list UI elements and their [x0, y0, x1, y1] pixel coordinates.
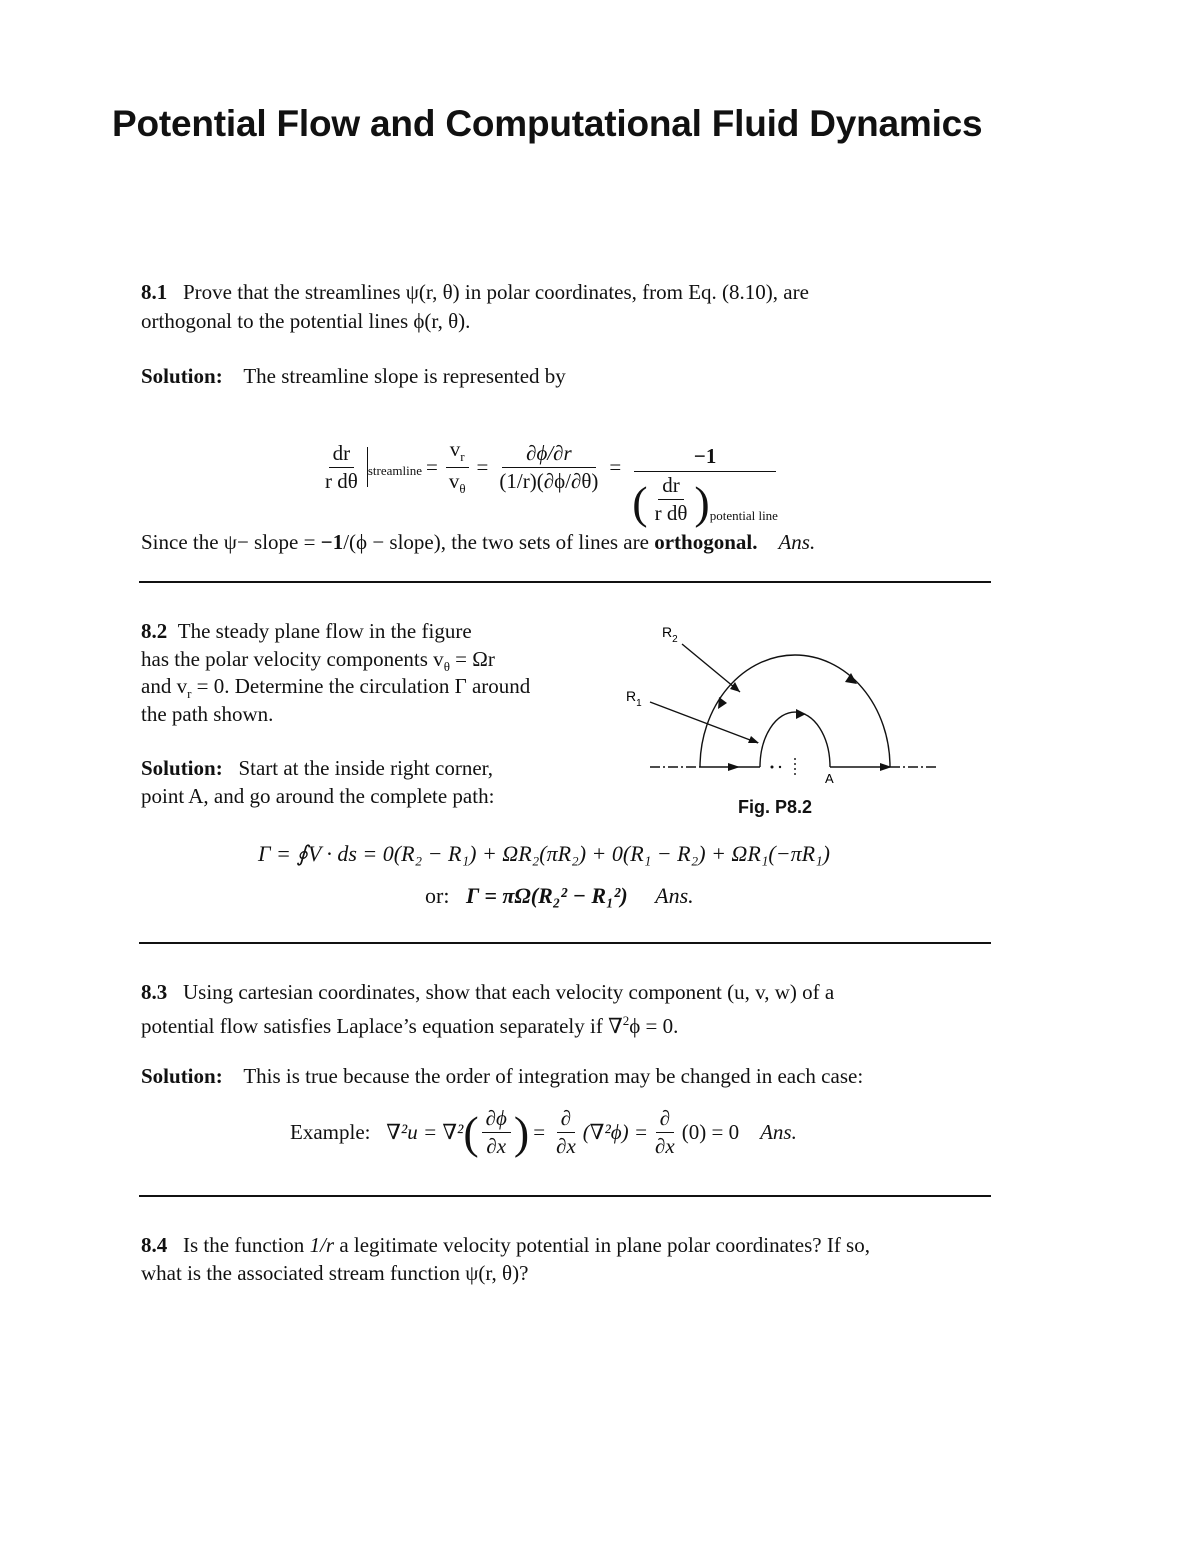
- solution-text: The streamline slope is represented by: [243, 364, 566, 388]
- prompt-line-1: Prove that the streamlines ψ(r, θ) in polar coordinates, from Eq. (8.10), are: [183, 280, 809, 304]
- dot: [779, 766, 781, 768]
- equation-circulation: Γ = ∮V · ds = 0(R₂ − R₁) + ΩR₂(πR₂) + 0(R₁ − R₂) + ΩR₁(−πR₁): [258, 841, 831, 866]
- equation-circulation-result: or: Γ = πΩ(R₂² − R₁²) Ans.: [425, 883, 694, 908]
- divider: [139, 1195, 991, 1197]
- label-r2: $R_2$: [662, 624, 678, 645]
- problem-8-3-prompt-line-2: potential flow satisfies Laplace’s equation separately if ∇$^2$ϕ = 0.: [141, 1013, 679, 1038]
- problem-8-3-solution: Solution: This is true because the order of integration may be changed in each case:: [141, 1064, 864, 1088]
- figure-p8-2: [626, 615, 950, 815]
- page-title: Potential Flow and Computational Fluid Dynamics: [112, 103, 983, 144]
- problem-8-2-solution: Solution: Start at the inside right corner,: [141, 756, 494, 780]
- problem-8-2-line-3: and $v_r = 0$. Determine the circulation Γ around: [141, 674, 531, 702]
- problem-8-2-line-4: the path shown.: [141, 702, 274, 726]
- problem-number: 8.1: [141, 280, 168, 304]
- problem-8-3-prompt: 8.3 Using cartesian coordinates, show that each velocity component (u, v, w) of a: [141, 980, 835, 1004]
- fraction-neg-one: −1 ( $\frac{dr}{\text{r dθ}}$ ) potential line: [632, 444, 778, 528]
- streamline-subscript: streamline: [367, 463, 422, 478]
- arrow-outer-right: [845, 673, 857, 684]
- label-point-a: A: [825, 771, 834, 786]
- outer-arc-r2: [700, 655, 890, 767]
- fraction-dr-rdtheta: $\frac{dr}{\text{r dθ}}$: [325, 440, 358, 493]
- equation-streamline-slope: $\frac{dr}{\text{r dθ}}$ streamline = $\frac{v_r}{v_\theta}$ = $\frac{\partial\phi/\partial r}{(1/r)(\partial\phi/\partial\theta)}$ = −1 ( $\frac{dr}{\text{r dθ}}$ ) potential line: [318, 408, 785, 526]
- leader-r2: [682, 644, 740, 692]
- problem-8-1-conclusion: Since the ψ− slope = −1/(ϕ − slope), the two sets of lines are orthogonal. Ans.: [141, 530, 816, 554]
- divider: [139, 942, 991, 944]
- problem-8-4-prompt-line-2: what is the associated stream function ψ(r, θ)?: [141, 1261, 529, 1285]
- fraction-dphi: $\frac{\partial\phi/\partial r}{(1/r)(\partial\phi/\partial\theta)}$: [499, 440, 599, 493]
- arrow-inner-top: [796, 709, 806, 719]
- fraction-vr-vtheta: $\frac{v_r}{v_\theta}$: [445, 437, 470, 496]
- figure-caption: Fig. P8.2: [738, 797, 813, 817]
- arrow-bottom-left: [728, 763, 740, 771]
- solution-label: Solution:: [141, 364, 223, 388]
- problem-8-2-line-2: has the polar velocity components $v_\theta = \Omega r$: [141, 647, 495, 675]
- problem-8-2-line-1: 8.2 The steady plane flow in the figure: [141, 619, 472, 643]
- problem-8-2-solution-line-2: point A, and go around the complete path:: [141, 784, 495, 808]
- arrow-outer-left: [718, 697, 727, 709]
- label-r1: $R_1$: [626, 688, 642, 709]
- problem-8-4-prompt: 8.4 Is the function 1/r a legitimate velocity potential in plane polar coordinates? If so,: [141, 1233, 870, 1257]
- problem-8-1-solution: [141, 362, 566, 390]
- problem-8-1-prompt: [141, 278, 989, 306]
- potential-line-subscript: potential line: [709, 508, 778, 523]
- dot: [771, 766, 774, 769]
- problem-8-1-prompt-line-2: orthogonal to the potential lines ϕ(r, θ).: [141, 309, 471, 333]
- equation-laplace-example: Example: ∇²u = ∇² ( $\frac{\partial\phi}{\partial x}$ ) = $\frac{\partial}{\partial x}$ (∇²ϕ) = $\frac{\partial}{\partial x}$ (0) = 0 Ans.: [290, 1106, 797, 1158]
- arrowhead-r1-leader: [748, 736, 759, 743]
- divider: [139, 581, 991, 583]
